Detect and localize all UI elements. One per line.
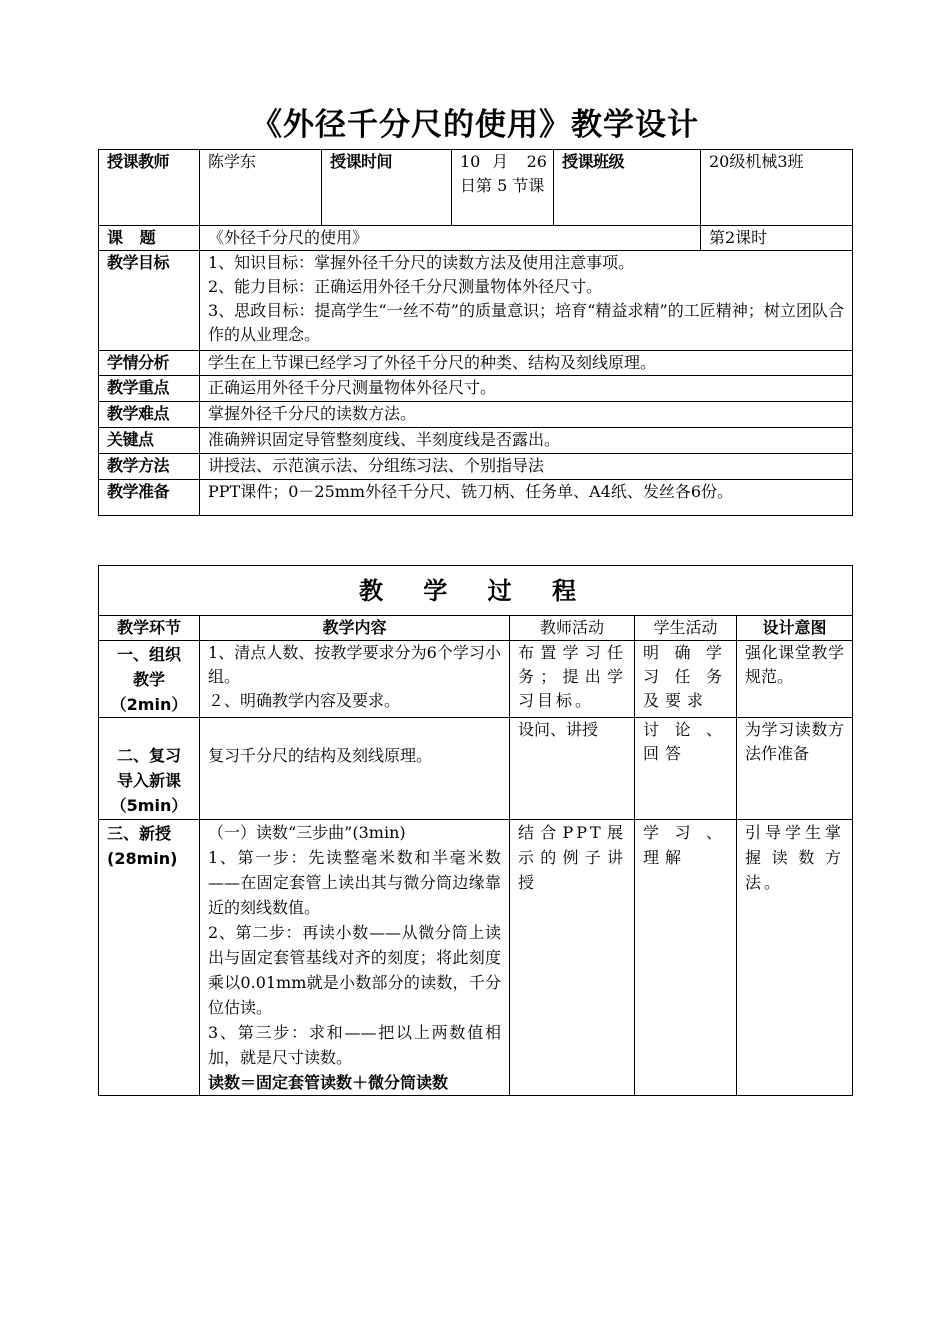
stage-organize-line1: 一、组织 [116,645,181,664]
teaching-process-table [98,565,853,1096]
stage-review-line1: 二、复习 [116,746,181,765]
method-value: 讲授法、示范演示法、分组练习法、个别指导法 [200,454,853,480]
difficulty-label: 教学难点 [99,402,200,428]
content-review-item1: 复习千分尺的结构及刻线原理。 [208,746,433,765]
topic-value: 《外径千分尺的使用》 [200,226,701,251]
intent-review: 为学习读数方法作准备 [737,718,853,820]
stage-review [99,718,200,820]
prep-label: 教学准备 [99,480,200,516]
stage-organize-line2: 教学 [132,670,165,689]
process-row-organize [99,641,853,718]
objective-knowledge: 1、知识目标：掌握外径千分尺的读数方法及使用注意事项。 [208,253,635,272]
class-label: 授课班级 [554,150,701,226]
header-student: 学生活动 [635,616,737,641]
difficulty-row [99,402,853,428]
keypoint-label: 关键点 [99,428,200,454]
content-review [200,718,510,820]
content-new [200,820,510,1096]
content-new-formula: 读数＝固定套管读数＋微分筒读数 [208,1073,449,1092]
teacher-name: 陈学东 [200,150,322,226]
content-new-intro: （一）读数“三步曲”(3min) [208,823,406,842]
content-new-step3: 3、第三步：求和——把以上两数值相加，就是尺寸读数。 [208,1023,501,1067]
student-organize: 明确学习任务及要求 [635,641,737,718]
header-content: 教学内容 [200,616,510,641]
process-row-new [99,820,853,1096]
process-heading-row [99,566,853,616]
objectives-content [200,251,853,351]
key-label: 教学重点 [99,376,200,402]
stage-new-line1: 三、新授 [107,824,172,843]
time-label: 授课时间 [322,150,452,226]
objective-ability: 2、能力目标：正确运用外径千分尺测量物体外径尺寸。 [208,277,603,296]
teacher-time-class-row [99,150,853,226]
header-teacher: 教师活动 [510,616,635,641]
objectives-label: 教学目标 [99,251,200,351]
stage-organize-line3: （2min） [110,695,188,714]
stage-new-line2: (28min) [107,849,178,868]
difficulty-value: 掌握外径千分尺的读数方法。 [200,402,853,428]
class-time: 10 月 26 日第 5 节课 [452,150,554,226]
teacher-organize: 布置学习任务；提出学习目标。 [510,641,635,718]
prep-value: PPT课件；0－25mm外径千分尺、铣刀柄、任务单、A4纸、发丝各6份。 [200,480,853,516]
stage-new [99,820,200,1096]
stage-review-line3: （5min） [110,796,188,815]
method-label: 教学方法 [99,454,200,480]
header-stage: 教学环节 [99,616,200,641]
intent-organize: 强化课堂教学规范。 [737,641,853,718]
content-new-step1: 1、第一步：先读整毫米数和半毫米数——在固定套管上读出其与微分筒边缘靠近的刻线数值。 [208,848,501,917]
header-intent: 设计意图 [737,616,853,641]
process-header-row [99,616,853,641]
content-organize-item1: 1、清点人数、按教学要求分为6个学习小组。 [208,643,501,686]
analysis-label: 学情分析 [99,351,200,376]
objectives-row [99,251,853,351]
analysis-value: 学生在上节课已经学习了外径千分尺的种类、结构及刻线原理。 [200,351,853,376]
class-name: 20级机械3班 [701,150,853,226]
topic-label: 课 题 [99,226,200,251]
teacher-new: 结合PPT展示的例子讲授 [510,820,635,1096]
method-row [99,454,853,480]
stage-review-line2: 导入新课 [116,771,181,790]
key-row [99,376,853,402]
prep-row [99,480,853,516]
topic-row [99,226,853,251]
key-value: 正确运用外径千分尺测量物体外径尺寸。 [200,376,853,402]
keypoint-row [99,428,853,454]
content-new-step2: 2、第二步：再读小数——从微分筒上读出与固定套管基线对齐的刻度；将此刻度乘以0.01mm就是小数部分的读数，千分位估读。 [208,923,501,1017]
keypoint-value: 准确辨识固定导管整刻度线、半刻度线是否露出。 [200,428,853,454]
analysis-row [99,351,853,376]
intent-new: 引导学生掌握读数方法。 [737,820,853,1096]
content-organize [200,641,510,718]
process-heading: 教 学 过 程 [99,566,853,616]
objective-ideology: 3、思政目标：提高学生“一丝不苟”的质量意识；培育“精益求精”的工匠精神；树立团队合作的从业理念。 [208,301,844,344]
student-new: 学习、理解 [635,820,737,1096]
stage-organize [99,641,200,718]
period-value: 第2课时 [701,226,853,251]
student-review: 讨论、回答 [635,718,737,820]
lesson-info-table [98,149,853,516]
teacher-label: 授课教师 [99,150,200,226]
content-organize-item2: ２、明确教学内容及要求。 [208,691,401,710]
page-title: 《外径千分尺的使用》教学设计 [251,107,699,143]
process-row-review [99,718,853,820]
teacher-review: 设问、讲授 [510,718,635,820]
